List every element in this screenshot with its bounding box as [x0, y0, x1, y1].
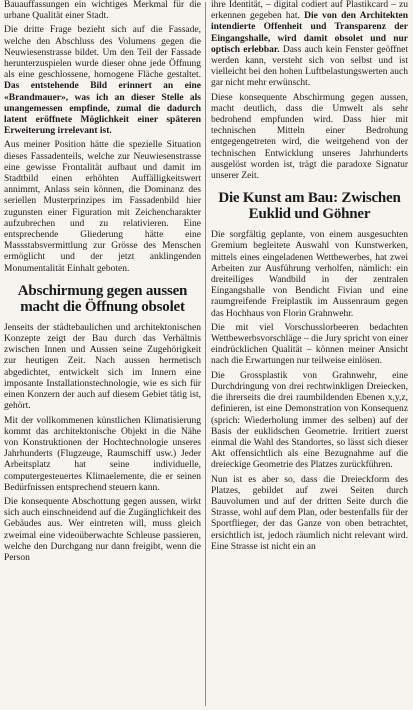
paragraph: Nun ist es aber so, dass die Dreieckform des Platzes, gebildet auf zwei Seiten durch Bauvolumen und auf der dritten Seite durch die Strasse, wohl auf dem Plan, oder bestenfalls für der Sportflieger, der das Ganze von oben betrachtet, ersichtlich ist, jedoch räumlich nicht relevant wird. Eine Strasse ist nicht ein an — [211, 474, 408, 552]
paragraph: Bauauffassungen ein wichtiges Merkmal für die urbane Qualität einer Stadt. — [4, 0, 201, 22]
bold-highlight: Das entstehende Bild erinnert an eine «Brandmauer», was ich an dieser Stelle als unangemessen empfinde, zumal die dadurch latent eröffnete Möglichkeit einer späteren Erweiterung irrelevant ist. — [4, 81, 201, 137]
column-divider — [205, 2, 206, 706]
paragraph: Mit der vollkommenen künstlichen Klimatisierung kommt das architektonische Objekt in die Nähe von Konstruktionen der Hochtechnologie unseres Jahrhunderts (Flugzeuge, Raumschiff usw.) Jeder Arbeitsplatz hat seine individuelle, computergesteuertes Klimaelemente, die er seinen Bedürfnissen entsprechend steuern kann. — [4, 415, 201, 493]
paragraph: Die mit viel Vorschusslorbeeren bedachten Wettbewerbsvorschläge – die Jury spricht von einer eindrücklichen Qualität – können meiner Ansicht nach die Erwartungen nur teilweise einlösen. — [211, 322, 408, 367]
paragraph — [4, 25, 201, 137]
bold-highlight: Die von den Architekten intendierte Offenheit und Transparenz der Eingangshalle, wird damit obsolet und nur optisch erlebbar. — [211, 11, 408, 55]
paragraph: Die sorgfältig geplante, von einem ausgesuchten Gremium begleitete Auswahl von Kunstwerken, mittels eines eingeladenen Wettbewerbes, hat zwei Arbeiten zur Ausführung verholfen, nämlich: ein dreiteiliges Wandbild in der zentralen Eingangshalle von Bendicht Fivian und eine raumgreifende Freiplastik im Aussenraum gegen das Hochhaus von Florin Grahnwehr. — [211, 230, 408, 319]
paragraph: Die Grossplastik von Grahnwehr, eine Durchdringung von drei rechtwinkligen Dreiecken, die ihrerseits die drei raumbildenden Ebenen x,y,z, definieren, ist eine Demonstration von Konsequenz (sprich: Wiederholung immer des selben) auf der Basis der euklidschen Geometrie. Irritiert zuerst einmal die Wahl des Standortes, so lässt sich dieser Akt offensichtlich als eine Bezugnahme auf die dreieckige Geometrie des Platzes zurückführen. — [211, 370, 408, 471]
paragraph — [211, 0, 408, 90]
section-heading: Abschirmung gegen aussen macht die Öffnung obsolet — [17, 282, 188, 315]
paragraph: Die konsequente Abschottung gegen aussen, wirkt sich auch einschneidend auf die Zugänglichkeit des Gebäudes aus. Wer eintreten will, muss gleich zweimal eine videoüberwachte Schleuse passieren, welche den Durchgang nur dann freigibt, wenn die Person — [4, 496, 201, 563]
paragraph: Jenseits der städtebaulichen und architektonischen Konzepte zeigt der Bau durch das Verhältnis zwischen Innen und Aussen seine Zugehörigkeit zur heutigen Zeit. Nach aussen hermetisch abgedichtet, entwickelt sich im Innern eine imposante Installationstechnologie, wie es sich für einen Konzern der auch auf diesem Gebiet tätig ist, gehört. — [4, 322, 201, 412]
paragraph-text: Dass auch kein Fenster geöffnet werden kann, versteht sich von selbst und ist vielleicht bei den hohen Luftbelastungswerten auch gar nicht mehr erwünscht. — [211, 44, 409, 89]
paragraph: Diese konsequente Abschirmung gegen aussen, macht deutlich, dass die Umwelt als sehr bedrohend empfunden wird. Dass hier mit technischen Mitteln einer Bedrohung entgegengetreten wird, die weitgehend von der technischen Entwicklung unseres Jahrhunderts ausgelöst worden ist, trägt die paradoxe Signatur unserer Zeit. — [211, 92, 408, 182]
paragraph-text: Die dritte Frage bezieht sich auf die Fassade, welche den Abschluss des Volumens gegen die Neuwiesenstrasse bildet. Um den Teil der Fassade herunterzuspielen wurde dieser ohne jede Öffnung als eine geschlossene, homogene Fläche gestaltet. — [4, 25, 201, 81]
paragraph: Aus meiner Position hätte die spezielle Situation dieses Fassadenteils, welche zur Neuwiesenstrasse eine gewisse Frontalität aufbaut und damit im Stadtbild einen erhöhten Auffälligkeitswert annimmt, Anlass sein können, die Dominanz des seriellen Musterprinzipes im Fassadenbild hier zugunsten einer Figuration mit Zeichencharakter aufzubrechen und zu relativieren. Eine entsprechende Gliederung hätte eine Massstabsvermittlung zur Grösse des Menschen ermöglicht und der jetzt anklingenden Monumentalität Einhalt geboten. — [4, 140, 201, 274]
paragraph-text: ihre Identität, – digital codiert auf Plastikcard – zu erkennen gegeben hat. — [211, 0, 408, 22]
right-column — [211, 0, 408, 556]
section-heading: Die Kunst am Bau: Zwischen Euklid und Göhner — [218, 190, 401, 223]
left-column — [4, 0, 201, 567]
